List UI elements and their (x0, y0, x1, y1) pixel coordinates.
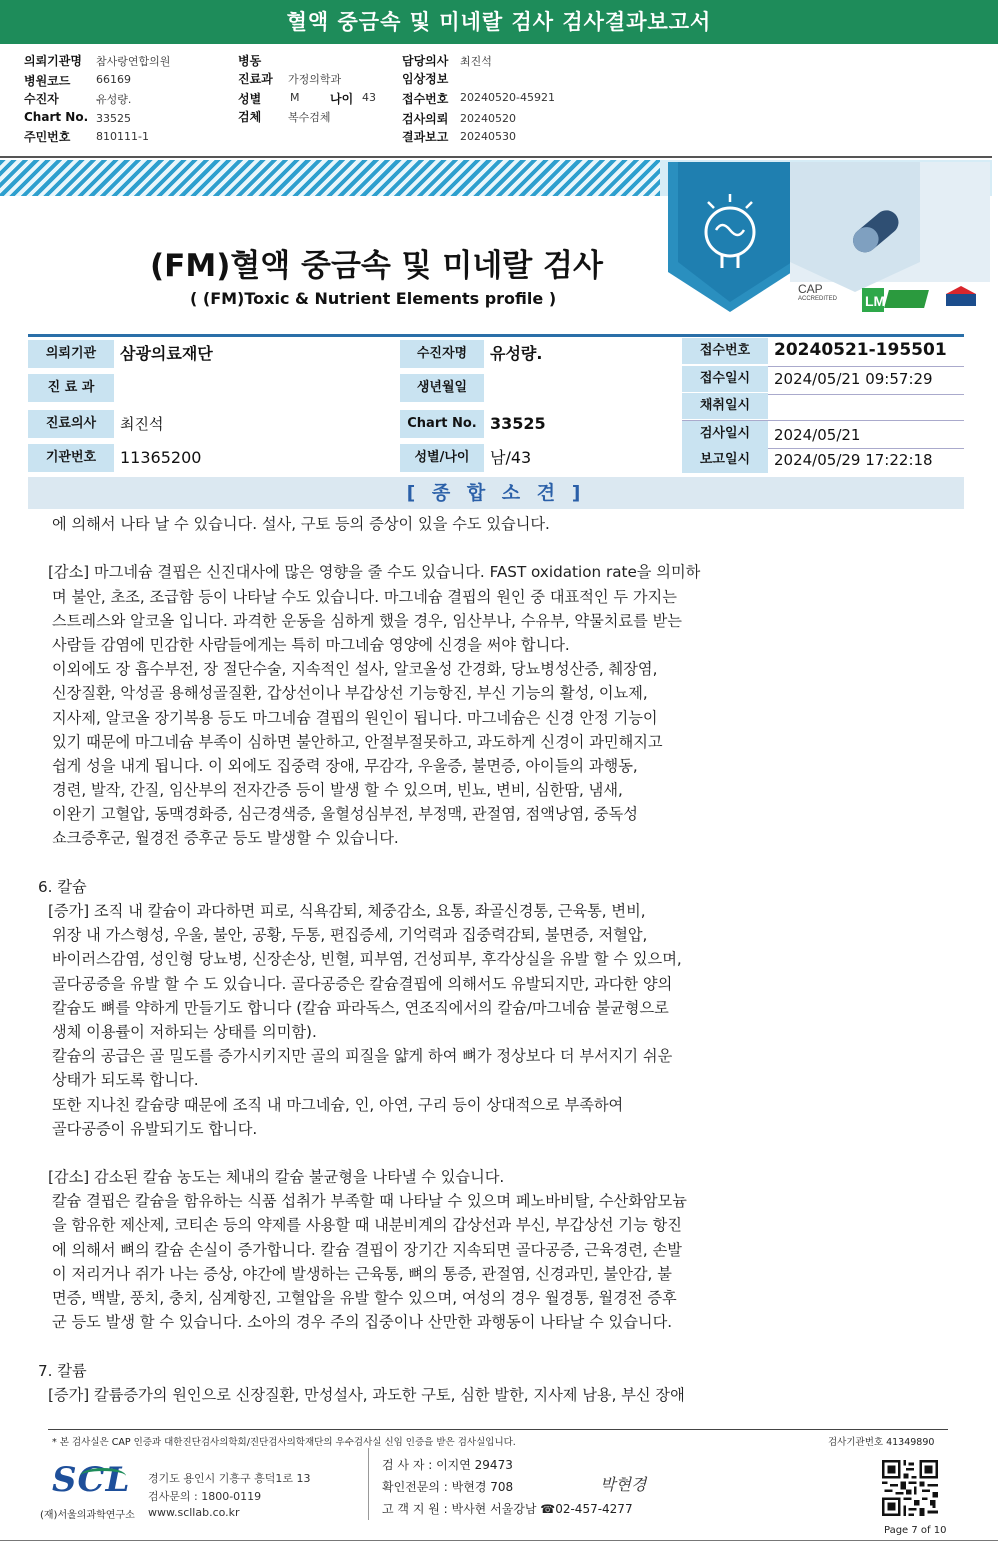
summary-line: 군 등도 발생 할 수 있습니다. 소아의 경우 주의 집중이나 산만한 과행동이 나타날 수 있습니다. (52, 1313, 673, 1332)
signature: 박현경 (600, 1475, 647, 1494)
report-date-value: 2024/05/29 17:22:18 (774, 451, 933, 469)
receipt-value: 20240520-45921 (460, 91, 555, 104)
doctor-label: 담당의사 (402, 54, 449, 68)
summary-line: 칼슘 결핍은 칼슘을 함유하는 식품 섭취가 부족할 때 나타날 수 있으며 페노바비탈, 수산화암모늄 (52, 1192, 687, 1211)
chart-value: 33525 (96, 112, 131, 125)
website: www.scllab.co.kr (148, 1506, 240, 1519)
summary-line: 이 저리거나 쥐가 나는 증상, 야간에 발생하는 근육통, 뼈의 통증, 관절염, 신경과민, 불안감, 불 (52, 1264, 672, 1283)
summary-line: 골다공증이 유발되기도 합니다. (52, 1119, 258, 1138)
address: 경기도 용인시 기흥구 흥덕1로 13 (148, 1472, 311, 1485)
hospital-code-label: 병원코드 (24, 74, 71, 88)
summary-line (38, 1141, 778, 1165)
cap-logo-text: CAP (798, 282, 823, 296)
specimen-value: 복수검체 (288, 111, 331, 124)
summary-line: 지사제, 알코올 장기복용 등도 마그네슘 결핍의 원인이 됩니다. 마그네슘은 신경 안정 기능이 (52, 708, 658, 727)
test-date-value: 2024/05/21 (774, 426, 861, 444)
summary-line: 면증, 백발, 풍치, 충치, 심계항진, 고혈압을 유발 할수 있으며, 여성의 경우 월경통, 월경전 증후 (52, 1289, 677, 1307)
summary-header: [ 종 합 소 견 ] (28, 477, 964, 509)
sex-label: 성별 (238, 92, 262, 106)
age-value: 43 (362, 91, 376, 104)
sex-value: M (290, 91, 300, 104)
test-date-label: 검사일시 (682, 421, 768, 447)
examiner: 검 사 자 : 이지연 29473 (382, 1458, 513, 1472)
summary-line: 골다공증을 유발 할 수 도 있습니다. 골다공증은 칼슘결핍에 의해서도 유발되지만, 과다한 양의 (52, 974, 673, 993)
sex-age-value: 남/43 (490, 448, 532, 467)
summary-line: 에 의해서 나타 날 수 있습니다. 설사, 구토 등의 증상이 있을 수도 있습니다. (52, 515, 550, 533)
summary-line: 쇼크증후군, 월경전 증후군 등도 발생할 수 있습니다. (52, 829, 399, 848)
customer-support: 고 객 지 원 : 박사현 서울강남 ☎02-457-4277 (382, 1502, 633, 1516)
summary-line: 며 불안, 초조, 조급함 등이 나타날 수도 있습니다. 마그네슘 결핍의 원인 중 대표적인 두 가지는 (52, 587, 677, 606)
scl-logo-swoosh (80, 1468, 126, 1484)
summary-line: 상태가 되도록 합니다. (52, 1071, 199, 1090)
patient-name-value: 유성량. (490, 344, 543, 363)
collect-label: 채취일시 (682, 393, 768, 419)
cap-logo (798, 282, 837, 302)
accreditation-icons (862, 286, 982, 314)
summary-line: 스트레스와 알코올 입니다. 과격한 운동을 심하게 했을 경우, 임산부나, 수유부, 약물치료를 받는 (52, 611, 682, 630)
specimen-label: 검체 (238, 110, 262, 124)
footer-divider (48, 1429, 948, 1430)
institution-label: 의뢰기관 (28, 340, 114, 368)
summary-line: 6. 칼슘 (38, 877, 87, 896)
receipt-label: 접수번호 (402, 92, 449, 106)
summary-line: [감소] 감소된 칼슘 농도는 체내의 칼슘 불균형을 나타낼 수 있습니다. (48, 1168, 505, 1187)
result-date-value: 20240530 (460, 130, 516, 143)
svg-text:LM: LM (865, 293, 886, 309)
age-label: 나이 (330, 92, 354, 106)
summary-line: [증가] 조직 내 칼슘이 과다하면 피로, 식욕감퇴, 체중감소, 요통, 좌골신경통, 근육통, 변비, (48, 902, 646, 920)
certification-logos (798, 282, 988, 318)
doctor-value: 최진석 (460, 55, 492, 68)
page-title: (FM)혈액 중금속 및 미네랄 검사 (150, 248, 603, 284)
chart-no-value: 33525 (490, 414, 546, 433)
summary-line: 칼슘의 공급은 골 밀도를 증가시키지만 골의 피질을 얇게 하여 뼈가 정상보다 더 부서지기 쉬운 (52, 1047, 673, 1066)
dept-value: 가정의학과 (288, 73, 342, 86)
footer-separator (368, 1448, 369, 1520)
doctor-label: 진료의사 (28, 410, 114, 438)
sex-age-label: 성별/나이 (400, 444, 484, 472)
banner-stripe (0, 160, 680, 196)
summary-line: 신장질환, 악성골 용해성골질환, 갑상선이나 부갑상선 기능항진, 부신 기능의 활성, 이뇨제, (52, 684, 648, 703)
clinical-label: 임상정보 (402, 72, 449, 86)
report-date-label: 보고일시 (682, 447, 768, 473)
summary-line: 이완기 고혈압, 동맥경화증, 심근경색증, 울혈성심부전, 부정맥, 관절염, 점액낭염, 중독성 (52, 805, 638, 824)
specialist: 확인전문의 : 박현경 708 (382, 1480, 514, 1494)
report-header: 혈액 중금속 및 미네랄 검사 검사결과보고서 (0, 0, 998, 44)
request-date-value: 20240520 (460, 112, 516, 125)
summary-line: 이외에도 장 흡수부전, 장 절단수술, 지속적인 설사, 알코올성 간경화, 당뇨병성산증, 췌장염, (52, 660, 658, 679)
summary-line: 사람들 감염에 민감한 사람들에게는 특히 마그네슘 영양에 신경을 써야 합니다. (52, 635, 570, 654)
scl-logo: SCL (52, 1460, 131, 1500)
summary-line: 에 의해서 뼈의 칼슘 손실이 증가합니다. 칼슘 결핍이 장기간 지속되면 골다공증, 근육경련, 손발 (52, 1240, 682, 1259)
dept-label: 진 료 과 (28, 374, 114, 402)
summary-line: 위장 내 가스형성, 우울, 불안, 공황, 두통, 편집증세, 기억력과 집중력감퇴, 불면증, 저혈압, (52, 926, 648, 945)
doctor-value: 최진석 (120, 415, 164, 433)
result-date-label: 결과보고 (402, 130, 449, 144)
patient-label: 수진자 (24, 92, 59, 106)
id-label: 주민번호 (24, 130, 71, 144)
phone: 검사문의 : 1800-0119 (148, 1490, 262, 1503)
summary-line: 칼슘도 뼈를 약하게 만들기도 합니다 (칼슘 파라독스, 연조직에서의 칼슘/마그네슘 불균형으로 (52, 998, 669, 1017)
institution-value: 삼광의료재단 (120, 344, 213, 363)
receipt-date-label: 접수일시 (682, 366, 768, 392)
summary-line: 을 함유한 제산제, 코티손 등의 약제를 사용할 때 내분비계의 갑상선과 부신, 부갑상선 기능 항진 (52, 1216, 682, 1235)
birth-label: 생년월일 (400, 374, 484, 402)
org-no-label: 기관번호 (28, 444, 114, 472)
certification-note: * 본 검사실은 CAP 인증과 대한진단검사의학회/진단검사의학재단의 우수검사실 신임 인증을 받은 검사실입니다. (52, 1437, 516, 1448)
summary-line: [감소] 마그네슘 결핍은 신진대사에 많은 영향을 줄 수도 있습니다. FAST oxidation rate을 의미하 (48, 563, 701, 582)
summary-line (38, 851, 778, 875)
patient-value: 유성량. (96, 93, 132, 106)
id-value: 810111-1 (96, 130, 149, 143)
summary-line: 경련, 발작, 간질, 임산부의 전자간증 등이 발생 할 수 있으며, 빈뇨, 변비, 심한땀, 냄새, (52, 781, 623, 800)
institution-value: 참사랑연합의원 (96, 55, 171, 68)
receipt-date-value: 2024/05/21 09:57:29 (774, 370, 933, 388)
org-no-value: 11365200 (120, 448, 202, 467)
institution-label: 의뢰기관명 (24, 54, 82, 68)
summary-line: 생체 이용률이 저하되는 상태를 의미함). (52, 1022, 317, 1041)
summary-line: 바이러스감염, 성인형 당뇨병, 신장손상, 빈혈, 피부염, 건성피부, 후각상실을 유발 할 수 있으며, (52, 950, 682, 969)
hospital-code-value: 66169 (96, 73, 131, 86)
summary-body (38, 512, 778, 1407)
dept-label: 진료과 (238, 72, 273, 86)
patient-name-label: 수진자명 (400, 340, 484, 368)
chart-no-label: Chart No. (400, 410, 484, 438)
summary-line: [증가] 칼륨증가의 원인으로 신장질환, 만성설사, 과도한 구토, 심한 발한, 지사제 남용, 부신 장애 (48, 1385, 685, 1404)
page-number: Page 7 of 10 (884, 1525, 947, 1536)
divider (0, 156, 992, 158)
summary-line: 또한 지나친 칼슘량 때문에 조직 내 마그네슘, 인, 아연, 구리 등이 상대적으로 부족하여 (52, 1095, 624, 1114)
cap-logo-sub: ACCREDITED (798, 296, 838, 302)
summary-line: 있기 때문에 마그네슘 부족이 심하면 불안하고, 안절부절못하고, 과도하게 신경이 과민해지고 (52, 732, 663, 751)
chart-label: Chart No. (24, 110, 89, 124)
brain-icon (668, 162, 792, 312)
qr-code-icon (882, 1460, 938, 1516)
summary-line (38, 1334, 778, 1358)
receipt-no-value: 20240521-195501 (774, 340, 947, 360)
org-name: (재)서울의과학연구소 (40, 1510, 135, 1521)
lab-number: 검사기관번호 41349890 (828, 1437, 935, 1448)
summary-line: 7. 칼륨 (38, 1361, 87, 1380)
ward-label: 병동 (238, 54, 262, 68)
summary-line (38, 536, 778, 560)
page-subtitle: ( (FM)Toxic & Nutrient Elements profile ) (190, 289, 557, 308)
request-date-label: 검사의뢰 (402, 112, 449, 126)
summary-line: 쉽게 성을 내게 됩니다. 이 외에도 집중력 장애, 무감각, 우울증, 불면증, 아이들의 과행동, (52, 756, 638, 775)
page-bottom-line (0, 1540, 998, 1541)
receipt-no-label: 접수번호 (682, 338, 768, 364)
request-info (0, 44, 998, 160)
